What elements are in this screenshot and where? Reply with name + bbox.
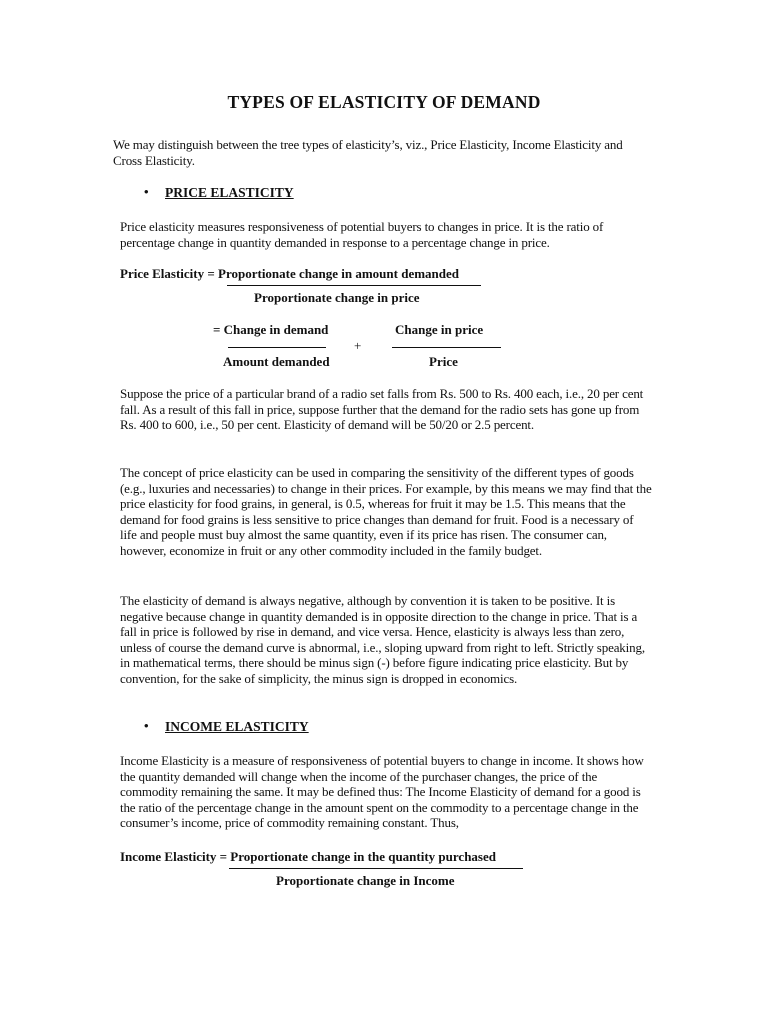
- income-elasticity-definition: Income Elasticity is a measure of responsiveness of potential buyers to change in income. It shows how the quantity demanded will change when the income of the purchaser changes, the price of the commodity remaining the same. It may be defined thus: The Income Elasticity of demand for a good is the ratio of the percentage change in the amount spent on the commodity to a percentage change in the consumer’s income, price of commodity remaining constant. Thus,: [120, 753, 644, 831]
- formula2-right-numerator: Change in price: [395, 322, 484, 337]
- page-title: TYPES OF ELASTICITY OF DEMAND: [227, 92, 541, 112]
- bullet-icon: •: [144, 184, 149, 199]
- price-concept-paragraph: The concept of price elasticity can be used in comparing the sensitivity of the different types of goods (e.g., luxuries and necessaries) to change in their prices. For example, by this means we may find that the price elasticity for food grains, in general, is 0.5, whereas for fruit it may be 1.5. This means that the demand for food grains is less sensitive to price changes than demand for fruit. Food is a necessary of life and people must buy almost the same quantity, even if its price has risen. The consumer can, however, economize in fruit or any other commodity included in the family budget.: [120, 465, 652, 558]
- section-heading-text: INCOME ELASTICITY: [165, 719, 309, 734]
- price-formula-denominator: Proportionate change in price: [254, 290, 420, 305]
- fraction-line: [228, 347, 326, 348]
- fraction-line: [229, 868, 523, 869]
- formula2-right-denominator: Price: [429, 354, 458, 369]
- plus-sign: +: [354, 338, 362, 353]
- bullet-icon: •: [144, 718, 149, 733]
- income-formula-lhs: Income Elasticity = Proportionate change in the quantity purchased: [120, 849, 496, 864]
- price-elasticity-definition: Price elasticity measures responsiveness of potential buyers to changes in price. It is the ratio of percentage change in quantity demanded in response to a percentage change in price.: [120, 219, 604, 250]
- fraction-line: [227, 285, 481, 286]
- price-example-paragraph: Suppose the price of a particular brand of a radio set falls from Rs. 500 to Rs. 400 each, i.e., 20 per cent fall. As a result of this fall in price, suppose further that the demand for the radio sets has gone up from Rs. 400 to 600, i.e., 50 per cent. Elasticity of demand will be 50/20 or 2.5 percent.: [120, 386, 644, 433]
- fraction-line: [392, 347, 501, 348]
- income-formula-denominator: Proportionate change in Income: [276, 873, 455, 888]
- intro-paragraph: We may distinguish between the tree types of elasticity’s, viz., Price Elasticity, Income Elasticity and Cross Elasticity.: [113, 137, 623, 168]
- section-heading-text: PRICE ELASTICITY: [165, 185, 294, 200]
- price-negative-paragraph: The elasticity of demand is always negative, although by convention it is taken to be positive. It is negative because change in quantity demanded is in opposite direction to the change in price. That is a fall in price is followed by rise in demand, and vice versa. Hence, elasticity is always less than zero, unless of course the demand curve is abnormal, i.e., sloping upward from right to left. Strictly speaking, in mathematical terms, there should be minus sign (-) before figure indicating price elasticity. But by convention, for the sake of simplicity, the minus sign is dropped in economics.: [120, 593, 645, 686]
- formula2-left-numerator: = Change in demand: [213, 322, 329, 337]
- formula2-left-denominator: Amount demanded: [223, 354, 330, 369]
- price-formula-lhs: Price Elasticity = Proportionate change in amount demanded: [120, 266, 460, 281]
